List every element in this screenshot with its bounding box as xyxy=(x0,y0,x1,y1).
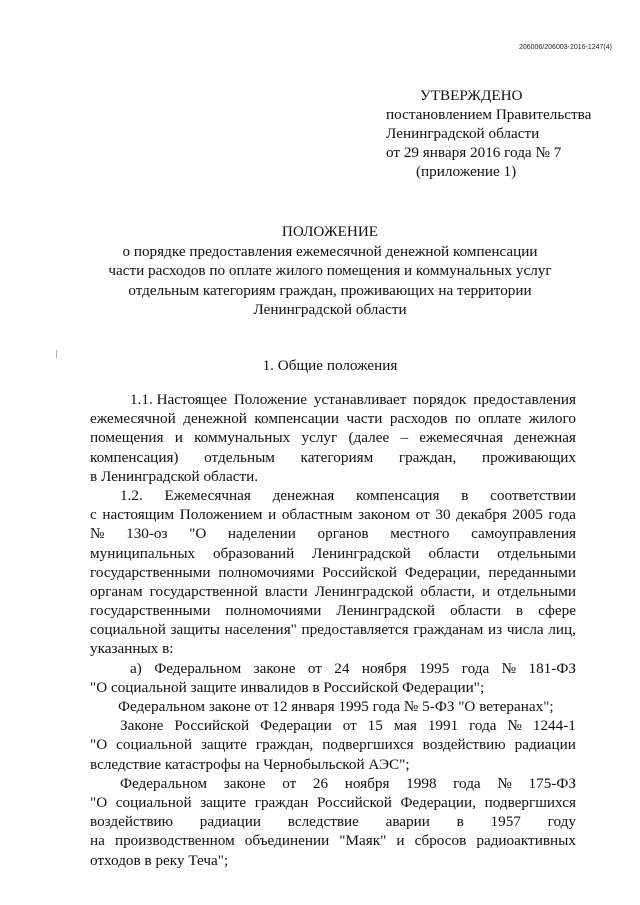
body-word: радиации xyxy=(514,736,576,754)
body-word: помещения xyxy=(90,429,164,447)
body-word: и xyxy=(396,832,405,850)
body-line xyxy=(90,448,576,467)
body-word: года xyxy=(469,717,497,735)
body-word: № xyxy=(507,717,522,735)
body-word: компенсация xyxy=(356,486,440,504)
body-word: государственными xyxy=(90,563,211,581)
body-word: сфере xyxy=(538,602,576,620)
body-word: государственной xyxy=(149,582,258,600)
body-word: отдельными xyxy=(497,582,576,600)
body-word: законе xyxy=(223,774,266,792)
body-word: на xyxy=(90,832,105,850)
body-word: государственными xyxy=(90,602,211,620)
body-line xyxy=(90,851,576,870)
body-line xyxy=(90,467,576,486)
body-word: 1998 xyxy=(406,774,437,792)
scan-mark xyxy=(56,350,57,358)
body-word: жилого xyxy=(528,410,576,428)
body-word: "О xyxy=(90,736,108,754)
body-word: области xyxy=(428,544,480,562)
body-word: области, xyxy=(420,582,475,600)
body-word: Федерации, xyxy=(400,793,476,811)
body-word: года xyxy=(461,659,490,677)
body-word: социальной xyxy=(90,621,166,639)
body-line xyxy=(90,639,576,658)
body-word: услуг xyxy=(301,429,338,447)
body-word: граждан, xyxy=(398,448,457,466)
body-word: "О xyxy=(90,793,108,811)
body-word: защите xyxy=(200,793,247,811)
document-code: 206006/206003-2016-1247(4) xyxy=(518,44,612,51)
body-word: и xyxy=(174,429,183,447)
body-line xyxy=(90,793,576,812)
body-word: населения" xyxy=(224,621,297,639)
body-word: 1991 xyxy=(427,717,459,735)
approval-appendix: (приложение 1) xyxy=(416,163,517,180)
document-subtitle-line: части расходов по оплате жилого помещения и коммунальных услуг xyxy=(108,262,552,279)
section-heading: 1. Общие положения xyxy=(262,357,398,374)
body-word: (далее xyxy=(348,429,390,447)
body-line xyxy=(90,755,576,774)
body-word: № xyxy=(497,774,512,792)
body-line xyxy=(90,620,576,639)
body-word: граждан, xyxy=(255,736,314,754)
body-word: Законе xyxy=(120,717,164,735)
body-word: Федеральном законе от 12 января 1995 года № 5-ФЗ "О ветеранах"; xyxy=(118,698,554,715)
body-word: Федеральном xyxy=(154,659,242,677)
body-word: полномочиями xyxy=(218,563,315,581)
body-word: защите xyxy=(200,736,247,754)
body-word: указанных в: xyxy=(90,640,174,658)
body-word: Федерации, xyxy=(404,563,481,581)
body-word: мая xyxy=(393,717,417,735)
body-line xyxy=(90,505,576,524)
body-word: денежная xyxy=(514,429,576,447)
body-word: категориям xyxy=(300,448,374,466)
document-title-block xyxy=(90,222,570,320)
body-word: ноября xyxy=(344,774,390,792)
body-word: 1.2. xyxy=(120,486,143,504)
body-word: от xyxy=(342,717,357,735)
body-word: ежемесячной xyxy=(90,410,176,428)
body-word: самоуправления xyxy=(471,525,576,543)
body-word: образований xyxy=(212,544,295,562)
body-word: предоставления xyxy=(473,391,576,408)
body-word: в xyxy=(515,602,524,620)
body-word: социальной xyxy=(116,736,192,754)
body-word: области xyxy=(450,602,501,620)
body-word: производственном xyxy=(114,832,235,850)
body-line xyxy=(90,697,576,716)
document-subtitle-line: о порядке предоставления ежемесячной денежной компенсации xyxy=(122,242,538,260)
body-word: гражданам xyxy=(413,621,484,639)
approval-stamp xyxy=(386,86,626,181)
body-word: Российской xyxy=(322,563,397,581)
body-word: "О xyxy=(189,525,207,543)
body-word: в xyxy=(461,486,469,504)
body-word: а) xyxy=(130,659,142,677)
body-word: года xyxy=(453,774,481,792)
body-word: радиоактивных xyxy=(476,832,576,850)
body-word: 130-оз xyxy=(126,525,168,543)
body-line xyxy=(90,390,576,409)
body-word: подвергшихся xyxy=(322,736,414,754)
body-word: из xyxy=(488,621,503,639)
body-line xyxy=(90,678,576,697)
body-word: полномочиями xyxy=(225,602,322,620)
body-text xyxy=(90,390,576,870)
body-word: объединении xyxy=(244,832,330,850)
body-word: коммунальных xyxy=(194,429,291,447)
body-word: отдельными xyxy=(497,544,576,562)
body-word: денежной xyxy=(183,410,247,428)
body-word: защиты xyxy=(170,621,220,639)
body-word: муниципальных xyxy=(90,544,196,562)
body-word: проживающих xyxy=(481,448,576,466)
body-word: 1957 xyxy=(490,813,521,831)
body-word: наделении xyxy=(227,525,296,543)
body-word: компенсации xyxy=(254,410,339,428)
body-word: 30 xyxy=(435,506,451,524)
body-word: по xyxy=(454,410,471,428)
body-line xyxy=(90,831,576,850)
body-word: Российской xyxy=(174,717,250,735)
body-line xyxy=(90,563,576,582)
body-word: от xyxy=(282,774,297,792)
body-word: аварии xyxy=(385,813,430,831)
body-word: части xyxy=(346,410,383,428)
body-word: году xyxy=(547,813,576,831)
body-line xyxy=(90,812,576,831)
body-line xyxy=(90,716,576,735)
body-word: отдельным xyxy=(204,448,275,466)
body-line xyxy=(90,544,576,563)
body-word: 1995 xyxy=(418,659,450,677)
body-word: Положение xyxy=(233,391,307,408)
body-word: порядок xyxy=(413,391,467,408)
body-word: 15 xyxy=(367,717,383,735)
body-word: 1.1. Настоящее xyxy=(130,391,227,408)
body-word: от xyxy=(307,659,322,677)
body-line xyxy=(90,428,576,447)
body-word: Федерации xyxy=(260,717,332,735)
body-word: местного xyxy=(390,525,450,543)
body-word: 2005 xyxy=(512,506,543,524)
body-word: радиации xyxy=(199,813,262,831)
body-word: настоящим xyxy=(102,506,175,524)
body-line xyxy=(90,735,576,754)
body-word: лиц, xyxy=(548,621,576,639)
body-word: соответствии xyxy=(490,486,576,504)
document-subtitle-line: отдельным категориям граждан, проживающих на территории xyxy=(128,281,532,299)
body-word: граждан xyxy=(254,793,309,811)
approval-line: постановлением Правительства xyxy=(386,106,592,123)
body-word: – xyxy=(400,429,409,447)
body-word: Ленинградской xyxy=(314,582,414,600)
document-title: ПОЛОЖЕНИЕ xyxy=(281,223,379,240)
body-word: числа xyxy=(506,621,544,639)
body-word: 175-ФЗ xyxy=(528,774,576,792)
body-word: Федеральном xyxy=(120,774,208,792)
body-word: власти xyxy=(264,582,308,600)
body-line xyxy=(90,774,576,793)
body-word: областным xyxy=(281,506,353,524)
body-word: переданными xyxy=(488,563,576,581)
body-word: законом xyxy=(358,506,411,524)
body-word: вследствие xyxy=(287,813,359,831)
approval-line: от 29 января 2016 года № 7 xyxy=(386,144,562,161)
body-word: в xyxy=(456,813,464,831)
body-line xyxy=(90,486,576,505)
body-word: органам xyxy=(90,582,143,600)
body-word: ежемесячная xyxy=(419,429,503,447)
body-word: воздействию xyxy=(422,736,506,754)
body-word: 24 xyxy=(334,659,350,677)
document-subtitle-line: Ленинградской области xyxy=(253,301,407,318)
body-line xyxy=(90,582,576,601)
body-word: 26 xyxy=(312,774,329,792)
body-word: органов xyxy=(317,525,369,543)
body-word: денежная xyxy=(272,486,335,504)
body-word: Ленинградской xyxy=(312,544,411,562)
body-line xyxy=(90,601,576,620)
body-word: предоставляется xyxy=(301,621,409,639)
body-word: и xyxy=(481,582,491,600)
body-word: декабря xyxy=(456,506,507,524)
body-word: оплате xyxy=(478,410,522,428)
body-word: 1244-1 xyxy=(532,717,576,735)
body-word: в Ленинградской области. xyxy=(90,467,259,485)
body-word: отходов в реку Теча"; xyxy=(90,851,229,869)
body-word: Российской xyxy=(316,793,392,811)
body-word: от xyxy=(415,506,430,524)
body-word: Положением xyxy=(179,506,263,524)
body-word: сбросов xyxy=(414,832,467,850)
body-word: компенсация) xyxy=(90,448,179,466)
body-line xyxy=(90,409,576,428)
body-line xyxy=(90,524,576,543)
body-word: Ежемесячная xyxy=(164,486,251,504)
approval-title: УТВЕРЖДЕНО xyxy=(420,87,523,104)
body-word: ноября xyxy=(361,659,407,677)
approval-line: Ленинградской области xyxy=(386,125,540,142)
body-word: Ленинградской xyxy=(336,602,436,620)
body-word: вследствие катастрофы на Чернобыльской АЭС"; xyxy=(90,755,410,773)
body-line xyxy=(90,659,576,678)
body-word: расходов xyxy=(389,410,448,428)
body-word: с xyxy=(90,506,97,524)
body-word: № xyxy=(501,659,517,677)
body-word: подвергшихся xyxy=(484,793,576,811)
body-word: "О социальной защите инвалидов в Российской Федерации"; xyxy=(90,678,485,696)
body-word: и xyxy=(268,506,277,524)
body-word: социальной xyxy=(115,793,192,811)
body-word: устанавливает xyxy=(313,391,407,408)
body-word: года xyxy=(548,506,576,524)
body-word: "Маяк" xyxy=(339,832,387,850)
body-word: воздействию xyxy=(90,813,174,831)
body-word: законе xyxy=(253,659,296,677)
body-word: 181-ФЗ xyxy=(528,659,576,677)
body-word: № xyxy=(90,525,105,543)
